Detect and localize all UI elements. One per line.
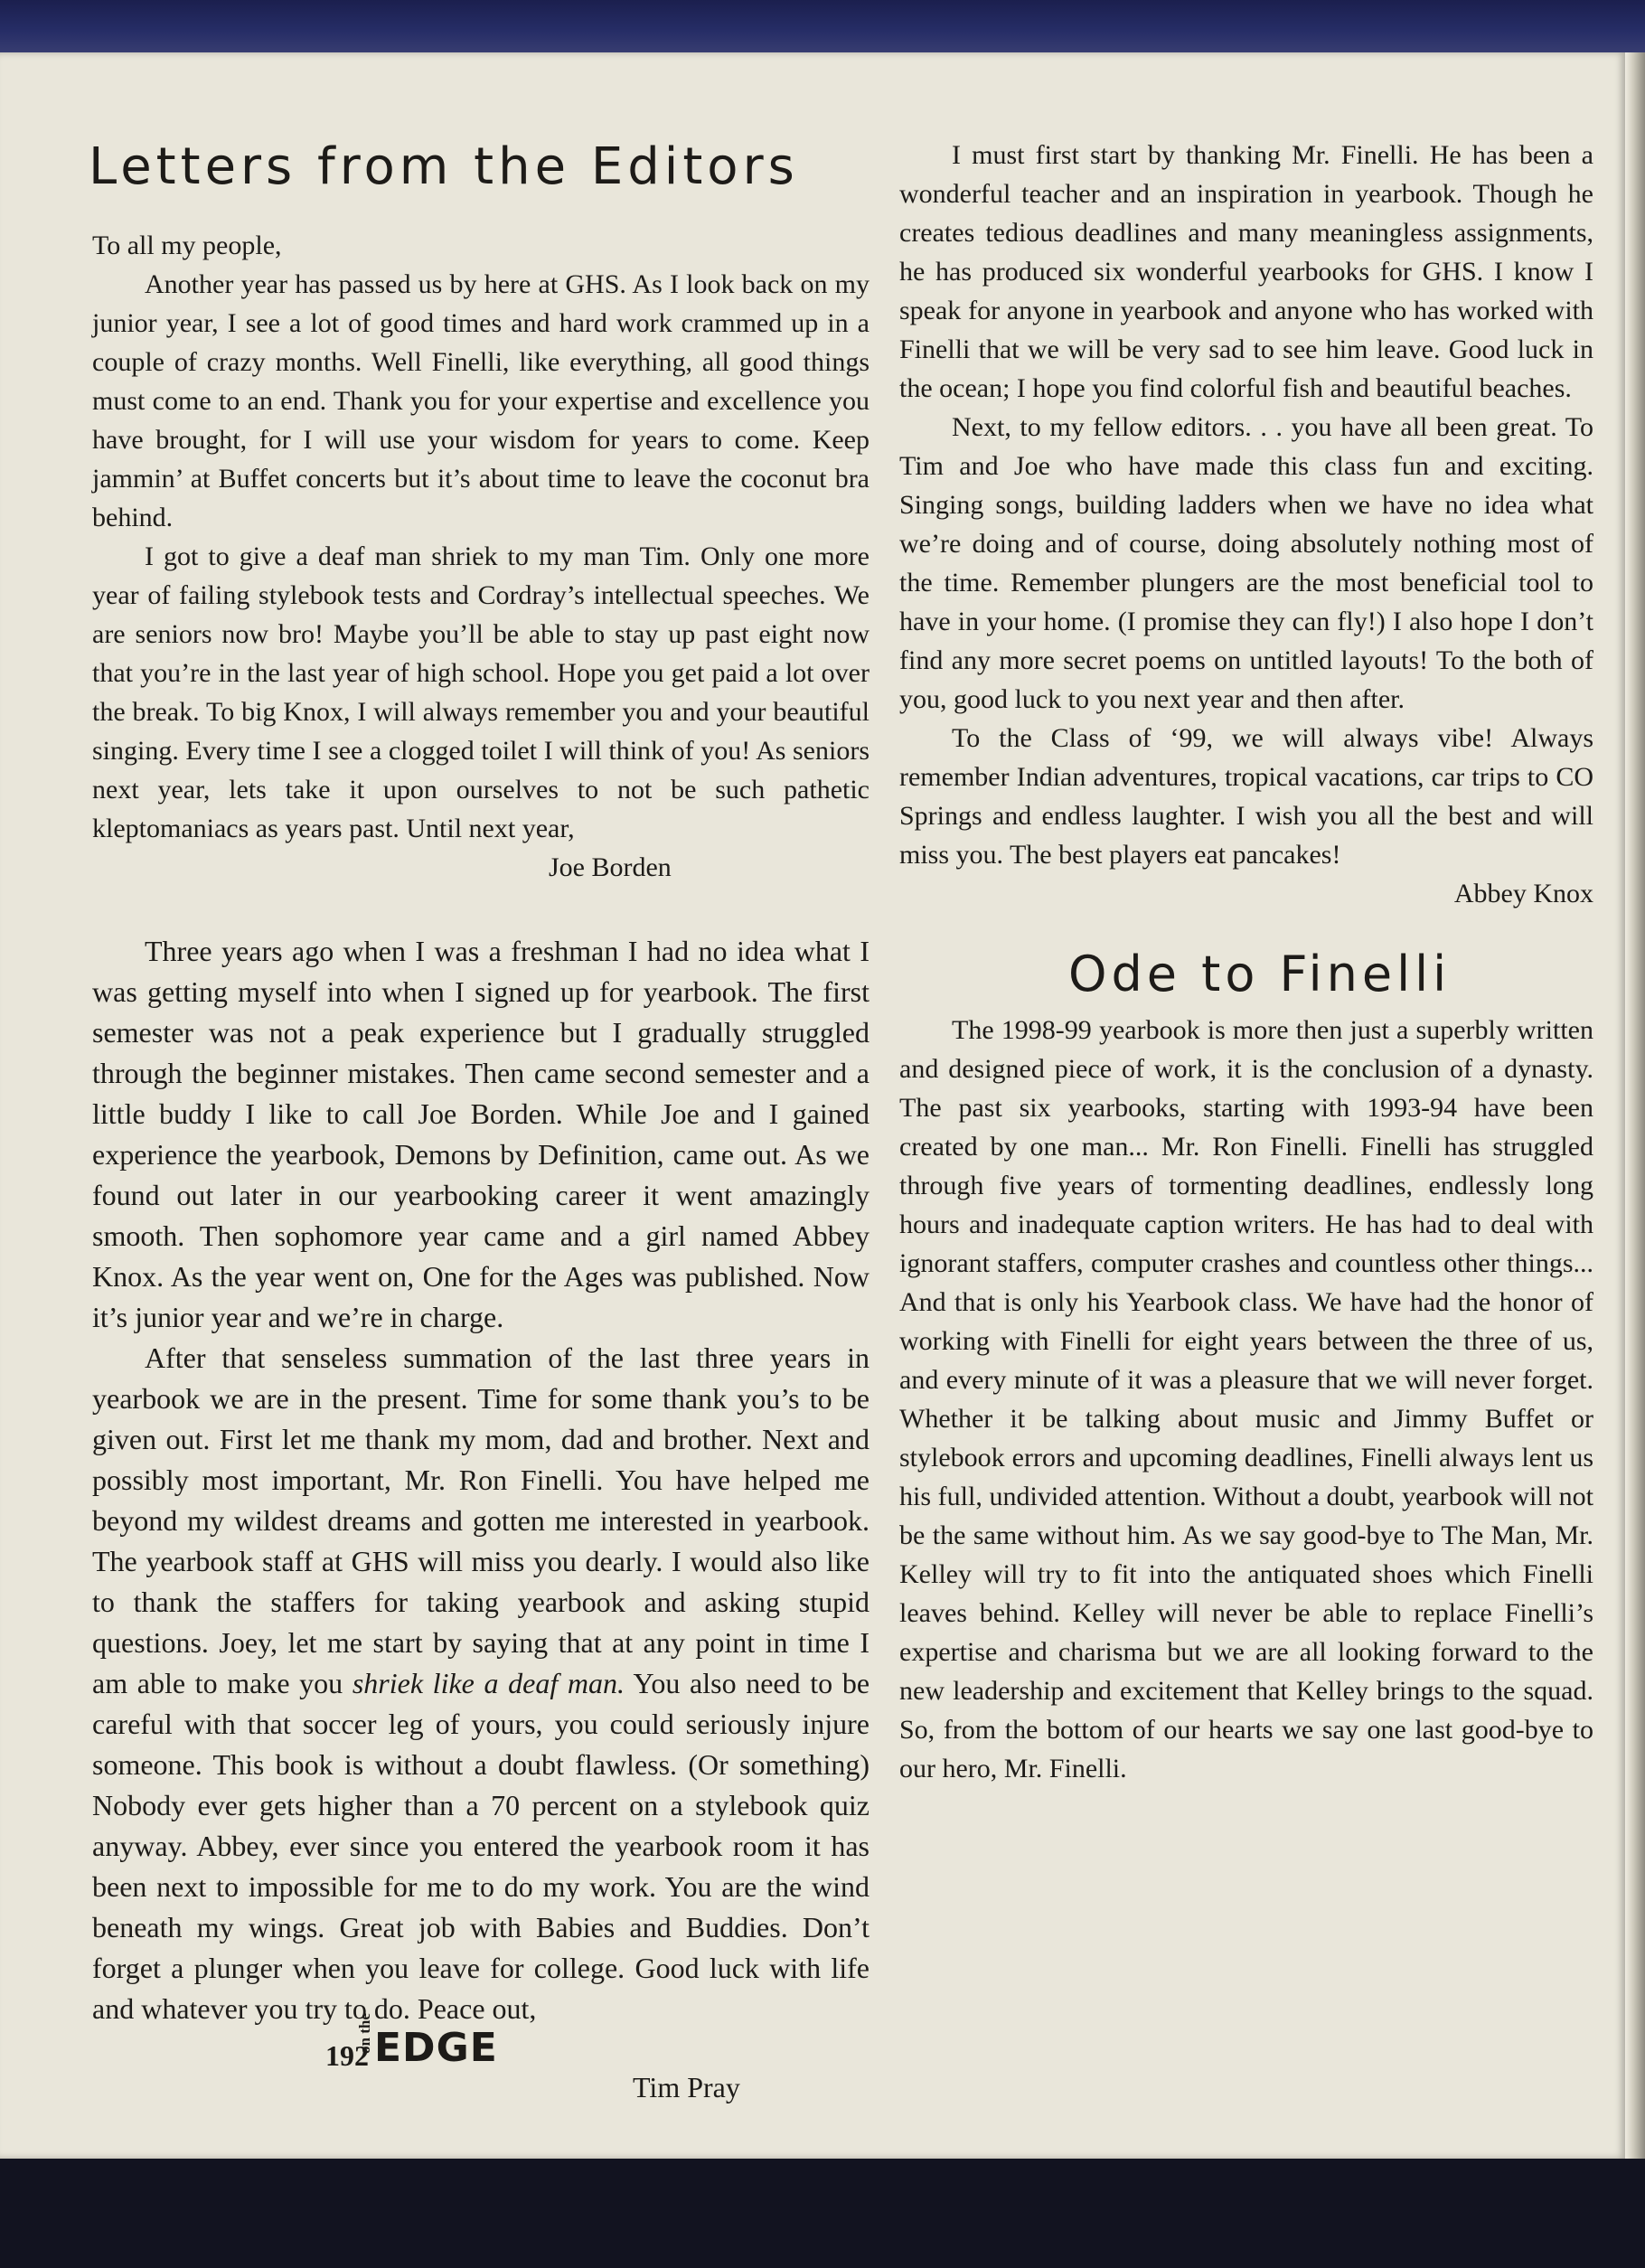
tim-text: After that senseless summation of the last three years in yearbook we are in the present. Time for some thank you’s to be given out. First let me thank my mom, dad and brother. Next and possibly most important, Mr. Ron Finelli. You have helped me beyond my wildest dreams and gotten me interested in yearbook. The yearbook staff at GHS will miss you dearly. I would also like to thank the staffers for taking yearbook and asking stupid questions. Joey, let me start by saying that at any point in time I am able to make you <box>92 1341 870 1699</box>
abbey-signature: Abbey Knox <box>1453 879 1593 908</box>
folio-edge-logo: EDGE <box>374 2025 498 2071</box>
tim-signature: Tim Pray <box>633 2071 740 2103</box>
abbey-paragraph: Next, to my fellow editors. . . you have all been great. To Tim and Joe who have made this class fun and exciting. Singing songs, building ladders when we have no idea what we’re doing and of course, doing absolutely nothing most of the time. Remember plungers are the most beneficial tool to have in your home. (I promise they can fly!) I also hope I don’t find any more secret poems on untitled layouts! To the both of you, good luck to you next year and then after. <box>899 412 1593 714</box>
joe-paragraph: I got to give a deaf man shriek to my man Tim. Only one more year of failing stylebook tests and Cordray’s intellectual speeches. We are seniors now bro! Maybe you’ll be able to stay up past eight now that you’re in the last year of high school. Hope you get paid a lot over the break. To big Knox, I will always remember you and your beautiful singing. Every time I see a clogged toilet I will think of you! As seniors next year, lets take it upon ourselves to not be such pathetic kleptomaniacs as years past. Until next year, <box>92 541 870 843</box>
ode-paragraph: The 1998-99 yearbook is more then just a superbly written and designed piece of work, it is the conclusion of a dynasty. The past six yearbooks, starting with 1993-94 have been created by one man... Mr. Ron Finelli. Finelli has struggled through five years of tormenting deadlines, endlessly long hours and inadequate caption writers. He has had to deal with ignorant staffers, computer crashes and countless other things... And that is only his Yearbook class. We have had the honor of working with Finelli for eight years between the three of us, and every minute of it was a pleasure that we will never forget. Whether it be talking about music and Jimmy Buffet or stylebook errors and upcoming deadlines, Finelli always lent us his full, undivided attention. Without a doubt, yearbook will not be the same without him. As we say good-bye to The Man, Mr. Kelley will try to fit into the antiquated shoes which Finelli leaves behind. Kelley will never be able to replace Finelli’s expertise and charisma but we are all looking forward to the new leadership and excitement that Kelley brings to the squad. So, from the bottom of our hearts we say one last good-bye to our hero, Mr. Finelli. <box>899 1015 1593 1783</box>
ode-to-finelli <box>899 1011 1593 1788</box>
tim-italic-phrase: shriek like a deaf man. <box>352 1667 625 1699</box>
joe-salutation: To all my people, <box>92 231 282 260</box>
ode-title: Ode to Finelli <box>1068 946 1452 1002</box>
tim-text: You also need to be careful with that soccer leg of yours, you could seriously injure someone. This book is without a doubt flawless. (Or something) Nobody ever gets higher than a 70 percent on a stylebook quiz anyway. Abbey, ever since you entered the yearbook room it has been next to impossible for me to do my work. You are the wind beneath my wings. Great job with Babies and Buddies. Don’t forget a plunger when you leave for college. Good luck with life and whatever you try to do. Peace out, <box>92 1667 870 2025</box>
tim-letter <box>92 931 870 2108</box>
folio-on-the: on the <box>356 2013 373 2054</box>
page-folio <box>325 2000 597 2081</box>
letters-title: Letters from the Editors <box>89 137 799 196</box>
tim-paragraph: Three years ago when I was a freshman I had no idea what I was getting myself into when I signed up for yearbook. The first semester was not a peak experience but I gradually struggled through the beginner mistakes. Then came second semester and a little buddy I like to call Joe Borden. While Joe and I gained experience the yearbook, Demons by Definition, came out. As we found out later in our yearbooking career it went amazingly smooth. Then sophomore year came and a girl named Abbey Knox. As the year went on, One for the Ages was published. Now it’s junior year and we’re in charge. <box>92 935 870 1333</box>
page-spine-edge <box>1625 52 1645 2159</box>
abbey-letter <box>899 136 1593 913</box>
joe-signature: Joe Borden <box>549 852 672 882</box>
abbey-paragraph: To the Class of ‘99, we will always vibe! Always remember Indian adventures, tropical vacations, car trips to CO Springs and endless laughter. I wish you all the best and will miss you. The best players eat pancakes! <box>899 723 1593 870</box>
page-number: 192 <box>325 2039 369 2072</box>
tim-paragraph <box>92 1338 870 2029</box>
top-scan-border <box>0 0 1645 56</box>
joe-letter <box>92 226 870 887</box>
abbey-paragraph: I must first start by thanking Mr. Finelli. He has been a wonderful teacher and an inspiration in yearbook. Though he creates tedious deadlines and many meaningless assignments, he has produced six wonderful yearbooks for GHS. I know I speak for anyone in yearbook and anyone who has worked with Finelli that we will be very sad to see him leave. Good luck in the ocean; I hope you find colorful fish and beautiful beaches. <box>899 140 1593 403</box>
joe-paragraph: Another year has passed us by here at GHS. As I look back on my junior year, I see a lot of good times and hard work crammed up in a couple of crazy months. Well Finelli, like everything, all good things must come to an end. Thank you for your expertise and excellence you have brought, for I will use your wisdom for years to come. Keep jammin’ at Buffet concerts but it’s about time to leave the coconut bra behind. <box>92 269 870 532</box>
bottom-scan-border <box>0 2159 1645 2268</box>
